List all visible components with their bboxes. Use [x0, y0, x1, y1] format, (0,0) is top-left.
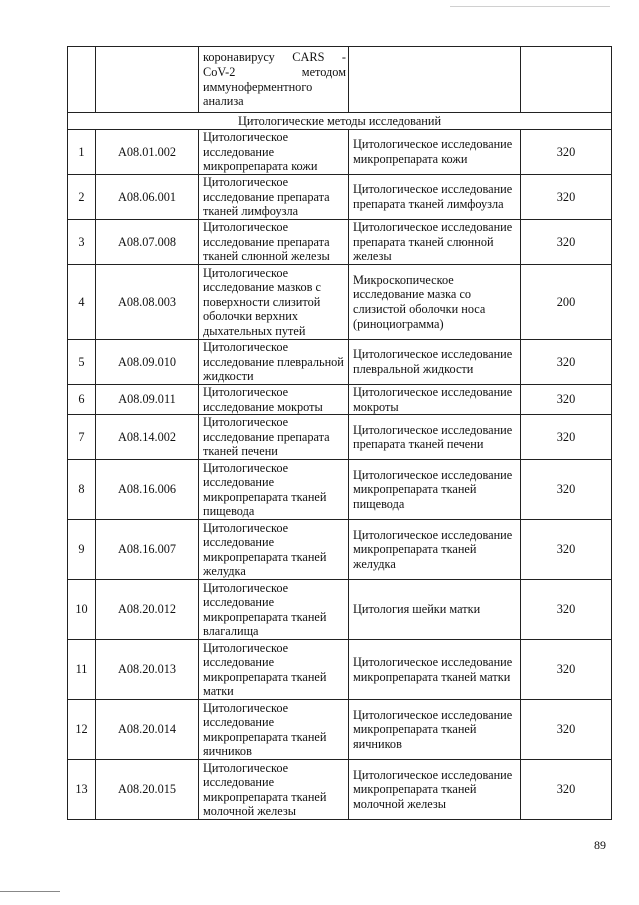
- service-code: A08.20.015: [96, 760, 199, 820]
- row-number: 13: [68, 760, 96, 820]
- service-code: A08.07.008: [96, 220, 199, 265]
- row-number: 12: [68, 700, 96, 760]
- table-row: [68, 700, 612, 760]
- table-row: [68, 265, 612, 340]
- row-number: 6: [68, 385, 96, 415]
- service-code: A08.16.006: [96, 460, 199, 520]
- row-number: 8: [68, 460, 96, 520]
- service-price: 320: [521, 460, 612, 520]
- service-name: [199, 47, 349, 113]
- service-price: 320: [521, 385, 612, 415]
- service-price: 200: [521, 265, 612, 340]
- row-number: 9: [68, 520, 96, 580]
- service-code: A08.06.001: [96, 175, 199, 220]
- service-code: A08.09.011: [96, 385, 199, 415]
- table-row: [68, 520, 612, 580]
- service-name: Цитологическое исследование мазков с поверхности слизитой оболочки верхних дыхательных путей: [199, 265, 349, 340]
- service-description: Цитологическое исследование мокроты: [349, 385, 521, 415]
- service-name: Цитологическое исследование препарата тканей лимфоузла: [199, 175, 349, 220]
- table-row: [68, 415, 612, 460]
- service-name: Цитологическое исследование мокроты: [199, 385, 349, 415]
- service-description: Цитологическое исследование плевральной жидкости: [349, 340, 521, 385]
- service-code: A08.08.003: [96, 265, 199, 340]
- row-number: 11: [68, 640, 96, 700]
- table-row: [68, 385, 612, 415]
- service-price: 320: [521, 130, 612, 175]
- scan-edge-line: [0, 891, 60, 892]
- table-row: [68, 220, 612, 265]
- service-description: Цитологическое исследование микропрепарата тканей молочной железы: [349, 760, 521, 820]
- name-line: иммуноферментного: [203, 79, 313, 94]
- row-number: 1: [68, 130, 96, 175]
- table-row: [68, 640, 612, 700]
- service-description: Цитологическое исследование микропрепарата тканей желудка: [349, 520, 521, 580]
- service-code: A08.20.013: [96, 640, 199, 700]
- service-price: 320: [521, 520, 612, 580]
- row-number: [68, 47, 96, 113]
- service-description: Цитология шейки матки: [349, 580, 521, 640]
- service-name: Цитологическое исследование микропрепарата тканей желудка: [199, 520, 349, 580]
- service-price: 320: [521, 640, 612, 700]
- table-row: [68, 130, 612, 175]
- service-price: 320: [521, 220, 612, 265]
- service-description: Цитологическое исследование препарата тканей печени: [349, 415, 521, 460]
- service-code: [96, 47, 199, 113]
- service-description: Цитологическое исследование препарата тканей слюнной железы: [349, 220, 521, 265]
- service-name: Цитологическое исследование микропрепарата кожи: [199, 130, 349, 175]
- service-price: 320: [521, 340, 612, 385]
- section-header-row: [68, 113, 612, 130]
- table-row: [68, 760, 612, 820]
- service-code: A08.09.010: [96, 340, 199, 385]
- service-price: 320: [521, 760, 612, 820]
- table-row: [68, 175, 612, 220]
- service-price: 320: [521, 175, 612, 220]
- name-line: коронавирусу CARS -: [203, 50, 346, 65]
- services-table: [67, 46, 612, 820]
- service-price: [521, 47, 612, 113]
- service-description: Микроскопическое исследование мазка со слизистой оболочки носа (риноциограмма): [349, 265, 521, 340]
- table-row: [68, 460, 612, 520]
- service-name: Цитологическое исследование микропрепарата тканей пищевода: [199, 460, 349, 520]
- service-name: Цитологическое исследование препарата тканей печени: [199, 415, 349, 460]
- name-line: CoV-2 методом: [203, 64, 346, 79]
- row-number: 2: [68, 175, 96, 220]
- table-row: [68, 340, 612, 385]
- service-description: [349, 47, 521, 113]
- row-number: 5: [68, 340, 96, 385]
- service-code: A08.20.012: [96, 580, 199, 640]
- section-title: Цитологические методы исследований: [68, 113, 612, 130]
- service-price: 320: [521, 415, 612, 460]
- row-number: 7: [68, 415, 96, 460]
- service-description: Цитологическое исследование микропрепарата тканей пищевода: [349, 460, 521, 520]
- table-row: [68, 580, 612, 640]
- service-price: 320: [521, 580, 612, 640]
- service-code: A08.16.007: [96, 520, 199, 580]
- service-description: Цитологическое исследование микропрепарата кожи: [349, 130, 521, 175]
- service-description: Цитологическое исследование микропрепарата тканей яичников: [349, 700, 521, 760]
- service-code: A08.14.002: [96, 415, 199, 460]
- name-line: анализа: [203, 94, 244, 109]
- service-description: Цитологическое исследование препарата тканей лимфоузла: [349, 175, 521, 220]
- services-table-container: [67, 46, 611, 820]
- service-code: A08.20.014: [96, 700, 199, 760]
- scan-edge-mark: [450, 6, 610, 7]
- service-name: Цитологическое исследование плевральной жидкости: [199, 340, 349, 385]
- service-name: Цитологическое исследование микропрепарата тканей яичников: [199, 700, 349, 760]
- page-number: 89: [594, 838, 606, 852]
- continuation-row: [68, 47, 612, 113]
- service-name: Цитологическое исследование микропрепарата тканей влагалища: [199, 580, 349, 640]
- service-price: 320: [521, 700, 612, 760]
- service-name: Цитологическое исследование микропрепарата тканей матки: [199, 640, 349, 700]
- row-number: 3: [68, 220, 96, 265]
- service-name: Цитологическое исследование препарата тканей слюнной железы: [199, 220, 349, 265]
- service-name: Цитологическое исследование микропрепарата тканей молочной железы: [199, 760, 349, 820]
- service-code: A08.01.002: [96, 130, 199, 175]
- row-number: 10: [68, 580, 96, 640]
- row-number: 4: [68, 265, 96, 340]
- service-description: Цитологическое исследование микропрепарата тканей матки: [349, 640, 521, 700]
